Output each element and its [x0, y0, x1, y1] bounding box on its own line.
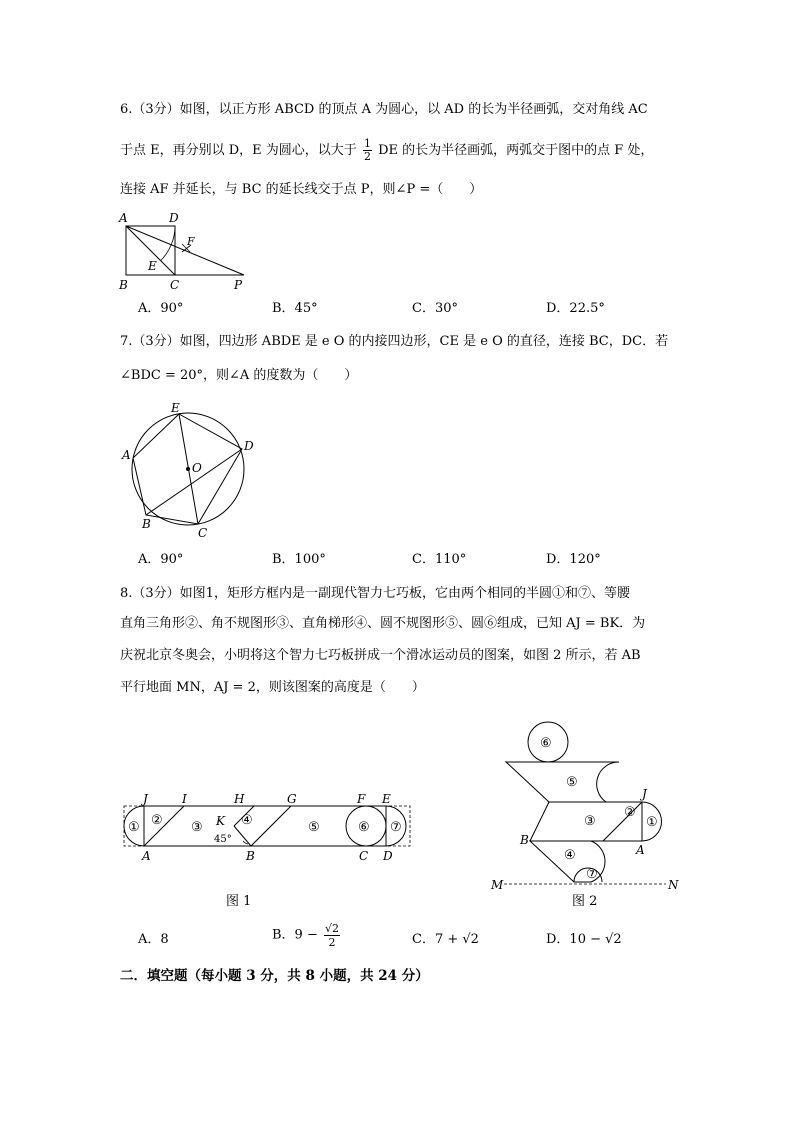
fig1-piece-6: ⑥	[358, 820, 370, 835]
q8-figure-1	[116, 786, 418, 866]
fig1-label-e: E	[382, 792, 391, 806]
q6-frac-num: 1	[363, 137, 371, 150]
fig1-piece-5: ⑤	[308, 820, 320, 835]
q7-label-e: E	[171, 401, 180, 415]
fig2-piece-3: ③	[584, 814, 596, 829]
fig2-label-n: N	[668, 878, 679, 892]
fig1-label-i: I	[182, 792, 187, 806]
q7-line1: 7.（3分）如图，四边形 ABDE 是 e O 的内接四边形，CE 是 e O 的直径，连接 BC，DC．若	[120, 334, 669, 349]
q6-option-b[interactable]: B．45°	[272, 301, 318, 316]
fig1-label-j: J	[143, 792, 148, 806]
fig2-piece-5: ⑤	[566, 775, 578, 790]
q6-frac-den: 2	[363, 150, 371, 163]
q6-label-f: F	[187, 235, 195, 248]
fig1-line-ai	[144, 806, 184, 846]
q6-label-c: C	[170, 278, 180, 292]
fig1-piece-2: ②	[151, 813, 163, 828]
q6-option-c[interactable]: C．30°	[412, 301, 458, 316]
q8-option-a[interactable]: A．8	[138, 932, 169, 947]
q6-fraction	[363, 138, 372, 163]
q7-label-a: A	[122, 448, 131, 462]
q6-figure	[112, 208, 262, 293]
q8-option-c[interactable]: C．7 + √2	[412, 932, 479, 947]
q6-label-b: B	[119, 278, 128, 292]
fig1-piece-3: ③	[191, 820, 203, 835]
fig1-label-d: D	[383, 849, 393, 863]
fig2-label-a: A	[636, 843, 645, 857]
q8-line3: 庆祝北京冬奥会，小明将这个智力七巧板拼成一个滑冰运动员的图案，如图 2 所示，若 AB	[120, 648, 641, 663]
fig1-angle-label: 45°	[214, 834, 232, 845]
q8-figure-2	[486, 712, 686, 894]
fig2-line-2-hyp	[603, 802, 642, 841]
fig2-piece-6: ⑥	[540, 736, 552, 751]
fig1-piece-7: ⑦	[390, 820, 402, 835]
q6-line2	[120, 138, 653, 163]
fig2-line-3-left-upper	[530, 802, 549, 841]
q6-line2-b: DE 的长为半径画弧，两弧交于图中的点 F 处，	[378, 143, 654, 158]
fig1-label-g: G	[287, 792, 297, 806]
q6-line-ap	[126, 226, 244, 275]
q8-fig1-caption: 图 1	[226, 894, 252, 909]
q7-line2: ∠BDC = 20°，则∠A 的度数为（ ）	[120, 368, 358, 383]
fig1-label-f: F	[357, 792, 366, 806]
q7-label-b: B	[142, 517, 151, 531]
fig1-label-a: A	[142, 849, 151, 863]
q7-option-b[interactable]: B．100°	[272, 552, 326, 567]
q6-label-d: D	[169, 211, 179, 225]
fig2-piece-2: ②	[624, 805, 636, 820]
q7-option-a[interactable]: A．90°	[138, 552, 184, 567]
section-2-heading: 二．填空题（每小题 3 分，共 8 小题，共 24 分）	[120, 968, 429, 984]
q8-line2: 直角三角形②、角不规图形③、直角梯形④、圆不规图形⑤、圆⑥组成，已知 AJ = BK．为	[120, 616, 646, 631]
q6-line3: 连接 AF 并延长，与 BC 的延长线交于点 P，则∠P =（ ）	[120, 182, 483, 197]
fig2-piece-7: ⑦	[586, 867, 598, 882]
fig2-label-j: J	[642, 787, 647, 801]
q8-line4: 平行地面 MN，AJ = 2，则该图案的高度是（ ）	[120, 680, 425, 695]
q7-label-o: O	[192, 461, 202, 475]
fig1-line-bg	[251, 806, 291, 846]
q7-center-dot	[186, 467, 190, 471]
q8-option-b-frac-num: √2	[325, 922, 340, 935]
fig1-piece-1: ①	[128, 820, 140, 835]
q6-line2-a: 于点 E，再分别以 D，E 为圆心，以大于	[120, 143, 357, 158]
q6-label-a: A	[119, 211, 128, 225]
q6-option-a[interactable]: A．90°	[138, 301, 184, 316]
fig1-piece-4: ④	[241, 813, 253, 828]
q8-fig2-caption: 图 2	[572, 894, 598, 909]
q6-option-d[interactable]: D．22.5°	[546, 301, 605, 316]
fig2-label-m: M	[491, 878, 504, 892]
q8-option-b[interactable]	[272, 922, 340, 949]
fig2-piece-4: ④	[564, 848, 576, 863]
q7-figure	[118, 398, 263, 543]
q8-option-b-prefix: B．9 −	[272, 927, 318, 943]
q7-option-c[interactable]: C．110°	[412, 552, 467, 567]
q8-option-b-fraction	[324, 922, 340, 949]
fig2-label-b: B	[520, 833, 529, 847]
q6-line1: 6.（3分）如图，以正方形 ABCD 的顶点 A 为圆心，以 AD 的长为半径画弧，交对角线 AC	[120, 102, 648, 117]
q7-chord-bd	[146, 449, 242, 515]
q8-option-b-frac-den: 2	[328, 936, 336, 949]
fig1-label-k: K	[216, 814, 225, 828]
fig2-piece-5-shape	[506, 762, 619, 802]
q7-label-d: D	[244, 439, 254, 453]
q7-option-d[interactable]: D．120°	[546, 552, 601, 567]
q6-label-e: E	[148, 259, 157, 273]
fig1-label-b: B	[246, 849, 255, 863]
fig1-label-c: C	[359, 849, 369, 863]
fig2-piece-1: ①	[646, 815, 658, 830]
q6-label-p: P	[234, 278, 243, 292]
q8-line1: 8.（3分）如图1，矩形方框内是一副现代智力七巧板，它由两个相同的半圆①和⑦、等腰	[120, 586, 630, 601]
fig1-line-kb	[234, 826, 251, 846]
q8-option-d[interactable]: D．10 − √2	[546, 932, 622, 947]
q7-label-c: C	[198, 526, 208, 540]
fig1-label-h: H	[234, 792, 245, 806]
